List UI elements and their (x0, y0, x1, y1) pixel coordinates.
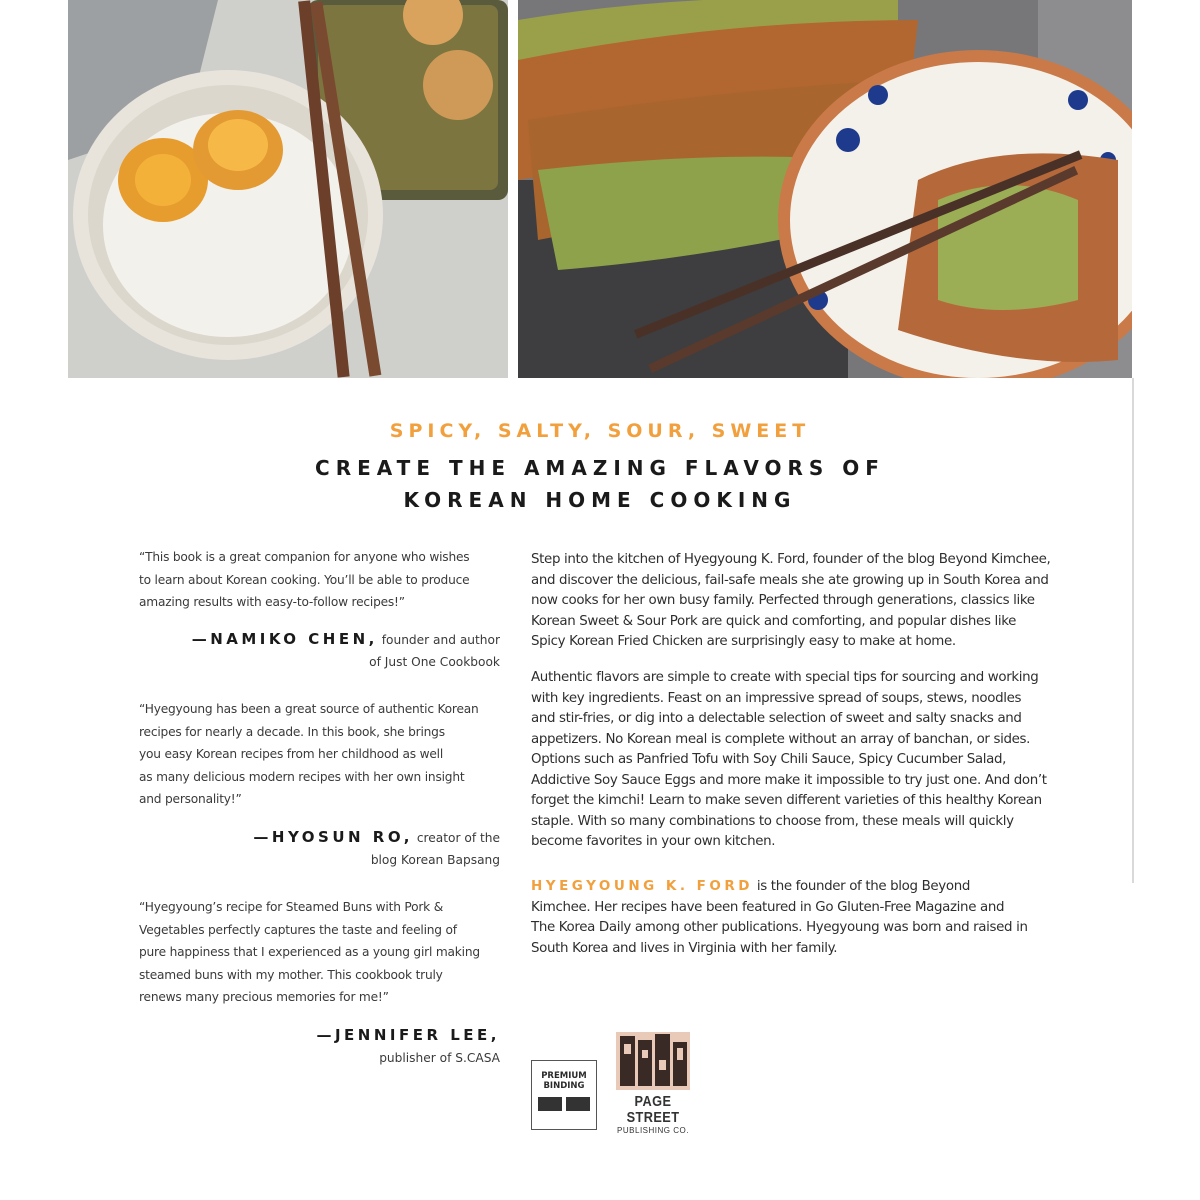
testimonial-attribution-1 (192, 628, 500, 673)
quote-line: you easy Korean recipes from her childhood as well (139, 747, 444, 761)
body-line: appetizers. No Korean meal is complete without an array of banchan, or sides. (531, 731, 1031, 747)
body-line: South Korea and lives in Virginia with her family. (531, 940, 838, 956)
body-line: and stir-fries, or dig into a delectable selection of sweet and salty snacks and (531, 711, 1022, 726)
badge-text: PREMIUM (541, 1071, 587, 1081)
main-headline (0, 452, 1200, 516)
headline-line-1: CREATE THE AMAZING FLAVORS OF (315, 456, 885, 480)
testimonial-name: —HYOSUN RO, (253, 828, 413, 846)
quote-line: recipes for nearly a decade. In this book, she brings (139, 724, 445, 739)
testimonial-name: —NAMIKO CHEN, (191, 630, 378, 648)
body-line: Korean Sweet & Sour Pork are quick and comforting, and popular dishes like (531, 613, 1017, 629)
testimonial-role: publisher of S.CASA (379, 1051, 500, 1065)
quote-line: “Hyegyoung has been a great source of authentic Korean (139, 702, 479, 716)
body-line: with key ingredients. Feast on an impressive spread of soups, stews, noodles (531, 690, 1022, 706)
body-line: and discover the delicious, fail-safe meals she ate growing up in South Korea and (531, 572, 1049, 588)
quote-line: as many delicious modern recipes with her own insight (139, 769, 465, 784)
testimonial-attribution-3 (316, 1024, 500, 1069)
description-paragraph-1 (531, 550, 1056, 653)
description-paragraph-2 (531, 668, 1056, 853)
body-line: become favorites in your own kitchen. (531, 834, 776, 849)
photo-rice-bowl (68, 0, 508, 378)
quote-line: “Hyegyoung’s recipe for Steamed Buns with Pork & (139, 900, 444, 914)
quote-line: pure happiness that I experienced as a young girl making (139, 945, 480, 959)
body-line: The Korea Daily among other publications. Hyegyoung was born and raised in (531, 920, 1028, 935)
photo-cucumber-kimchi (518, 0, 1132, 378)
body-line: Options such as Panfried Tofu with Soy Chili Sauce, Spicy Cucumber Salad, (531, 752, 1007, 767)
publisher-logo (612, 1030, 694, 1135)
testimonial-role: blog Korean Bapsang (370, 853, 500, 867)
body-line: forget the kimchi! Learn to make seven different varieties of this healthy Korean (531, 793, 1042, 808)
testimonial-attribution-2 (253, 826, 500, 871)
body-line: Spicy Korean Fried Chicken are surprisingly easy to make at home. (531, 634, 956, 649)
author-bio (531, 876, 1056, 959)
publisher-subtitle: PUBLISHING CO. (617, 1126, 689, 1135)
testimonial-name: —JENNIFER LEE, (316, 1026, 500, 1044)
quote-line: to learn about Korean cooking. You’ll be able to produce (139, 572, 470, 587)
author-name: HYEGYOUNG K. FORD (531, 878, 753, 894)
body-line: Step into the kitchen of Hyegyoung K. Ford, founder of the blog Beyond Kimchee, (531, 552, 1051, 567)
publisher-logo-icon (614, 1030, 692, 1092)
testimonial-quote-3 (139, 896, 504, 1009)
testimonial-role: founder and author (381, 633, 500, 647)
testimonial-quote-1 (139, 546, 504, 614)
body-line: Kimchee. Her recipes have been featured in Go Gluten-Free Magazine and (531, 899, 1005, 915)
premium-binding-badge (531, 1060, 597, 1130)
quote-line: steamed buns with my mother. This cookbook truly (139, 967, 443, 982)
quote-line: and personality!” (139, 792, 242, 806)
body-line: Addictive Soy Sauce Eggs and more make it impossible to try just one. And don’t (531, 772, 1047, 788)
testimonial-quote-2 (139, 698, 504, 811)
quote-line: “This book is a great companion for anyone who wishes (139, 550, 470, 564)
body-line: now cooks for her own busy family. Perfected through generations, classics like (531, 593, 1035, 608)
quote-line: renews many precious memories for me!” (139, 990, 389, 1004)
quote-line: Vegetables perfectly captures the taste and feeling of (139, 922, 457, 937)
kicker-heading: SPICY, SALTY, SOUR, SWEET (389, 420, 811, 442)
testimonial-role: creator of the (416, 831, 500, 845)
publisher-name: PAGE STREET (626, 1093, 680, 1126)
quote-line: amazing results with easy-to-follow recipes!” (139, 595, 405, 609)
headline-line-2: KOREAN HOME COOKING (403, 488, 797, 512)
testimonial-role: of Just One Cookbook (369, 655, 500, 669)
badge-text: BINDING (543, 1081, 585, 1091)
body-line: staple. With so many combinations to choose from, these meals will quickly (531, 813, 1014, 829)
body-line: is the founder of the blog Beyond (752, 879, 971, 894)
body-line: Authentic flavors are simple to create with special tips for sourcing and working (531, 670, 1039, 685)
